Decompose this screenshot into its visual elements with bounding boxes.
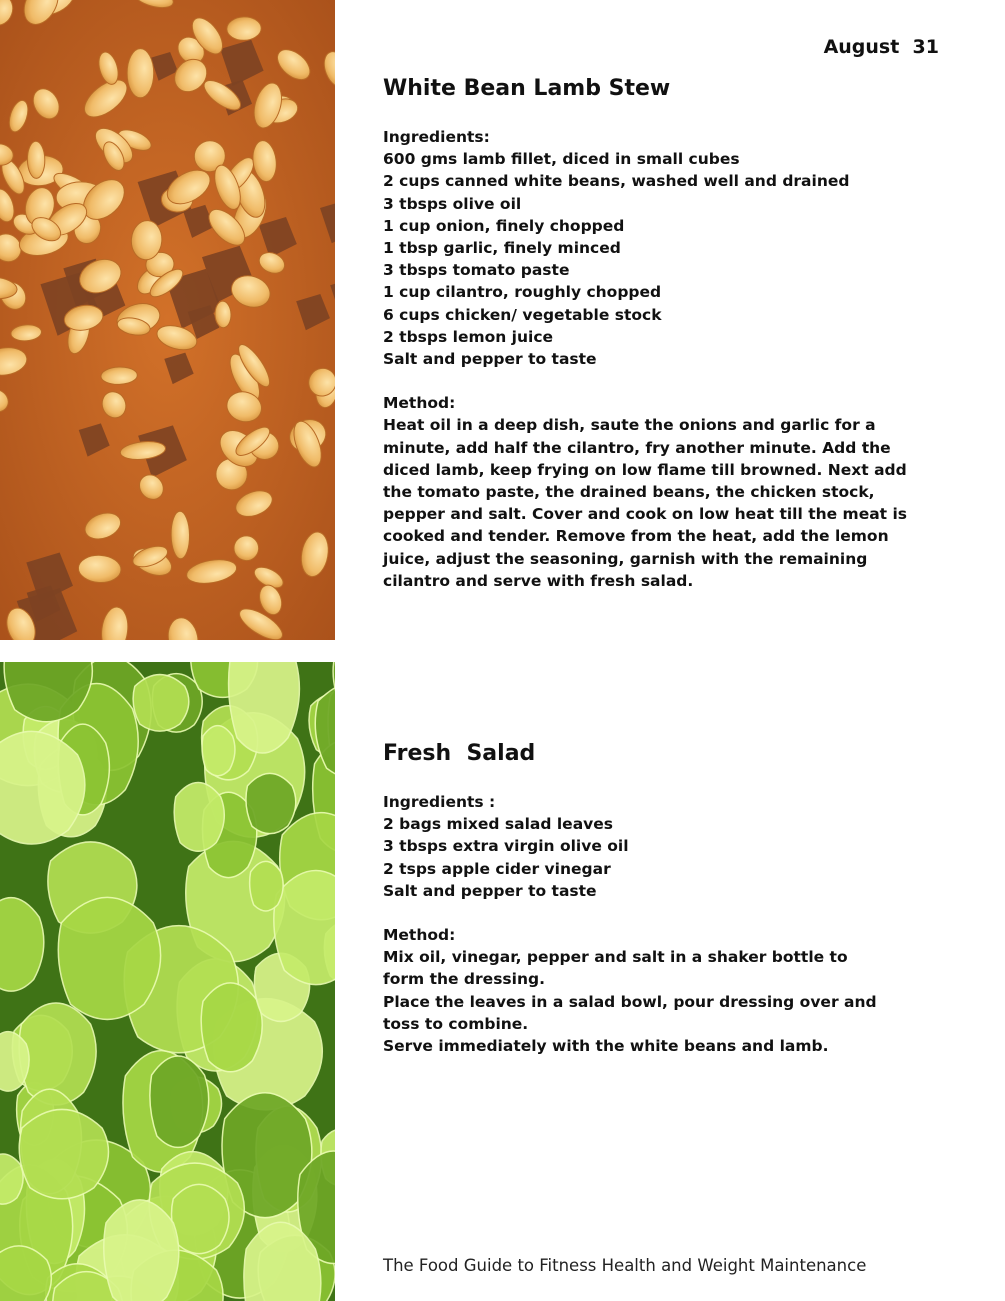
ingredient-item: 3 tbsps extra virgin olive oil (383, 837, 629, 856)
ingredient-item: 600 gms lamb fillet, diced in small cubes (383, 150, 740, 169)
ingredient-item: Salt and pepper to taste (383, 350, 597, 369)
lettuce-leaf (202, 726, 235, 776)
lettuce-leaf (201, 983, 262, 1072)
lettuce-leaf (250, 861, 284, 911)
bean (215, 301, 232, 328)
ingredient-item: 3 tbsps tomato paste (383, 261, 570, 280)
ingredient-item: 1 cup cilantro, roughly chopped (383, 283, 662, 302)
lettuce-leaf (58, 897, 160, 1019)
lettuce-leaf (104, 1200, 179, 1301)
ingredient-item: 6 cups chicken/ vegetable stock (383, 305, 662, 324)
ingredient-list (383, 148, 943, 370)
ingredient-item: 3 tbsps olive oil (383, 194, 522, 213)
bean (27, 141, 45, 178)
lettuce-leaf (246, 773, 296, 833)
lettuce-leaf (133, 675, 189, 732)
ingredient-item: 2 tsps apple cider vinegar (383, 859, 611, 878)
bean (127, 49, 154, 98)
ingredient-item: 2 bags mixed salad leaves (383, 815, 613, 834)
ingredients-label: Ingredients: (383, 128, 490, 146)
ingredient-item: Salt and pepper to taste (383, 881, 597, 900)
bean (171, 511, 190, 559)
method-paragraph: Heat oil in a deep dish, saute the onions and garlic for a minute, add half the cilantro, fry another minute. Add the diced lamb, keep frying on low flame till browned. Next add the tomato paste, the drained beans, the chicken stock, pepper and salt. Cover and cook on low heat till the meat is cooked and tender. Remove from the heat, add the lemon juice, adjust the seasoning, garnish with the remaining cilantro and serve with fresh salad. (383, 416, 908, 590)
stew-photo (0, 0, 335, 640)
lettuce-leaf (171, 1184, 229, 1253)
recipe-title: White Bean Lamb Stew (383, 76, 671, 101)
lettuce-leaf (174, 783, 224, 852)
ingredients-label: Ingredients : (383, 793, 496, 811)
lettuce-leaf (150, 1056, 209, 1147)
ingredient-list (383, 813, 943, 902)
lettuce-leaf (19, 1109, 108, 1198)
method-paragraph: Place the leaves in a salad bowl, pour dressing over and toss to combine. (383, 992, 877, 1033)
page-footer: The Food Guide to Fitness Health and Weight Maintenance (383, 1256, 867, 1275)
recipe-fresh-salad (383, 741, 943, 1057)
recipe-title: Fresh Salad (383, 741, 536, 766)
recipe-white-bean-lamb-stew (383, 76, 943, 592)
method-paragraph: Serve immediately with the white beans and lamb. (383, 1037, 829, 1056)
ingredient-item: 1 tbsp garlic, finely minced (383, 239, 621, 258)
method-label: Method: (383, 394, 456, 413)
method-label: Method: (383, 926, 456, 945)
salad-photo (0, 662, 335, 1301)
lettuce-leaf (19, 1003, 96, 1105)
salad-image (0, 662, 335, 1301)
ingredient-item: 2 tbsps lemon juice (383, 327, 554, 346)
page-date: August 31 (823, 36, 939, 58)
method-paragraph: Mix oil, vinegar, pepper and salt in a shaker bottle to form the dressing. (383, 948, 848, 989)
stew-image (0, 0, 335, 640)
ingredient-item: 1 cup onion, finely chopped (383, 216, 625, 235)
ingredient-item: 2 cups canned white beans, washed well and drained (383, 172, 850, 191)
